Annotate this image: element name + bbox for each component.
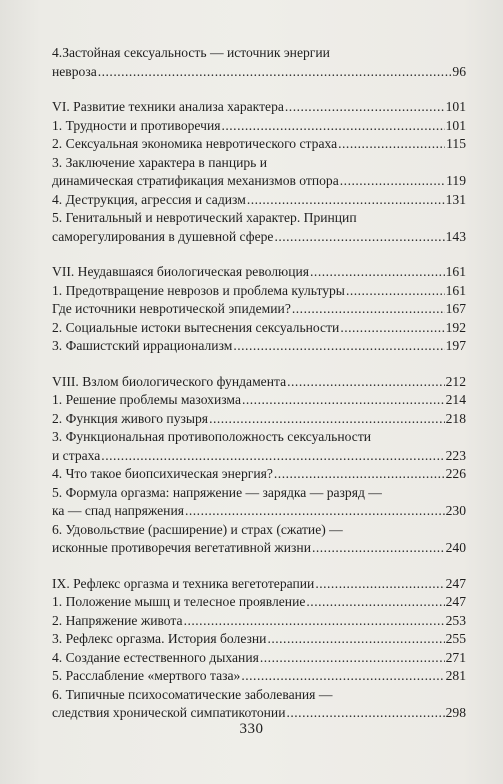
toc-entry-row: [52, 575, 466, 594]
toc-entry-row: [52, 593, 466, 612]
toc-entry-page: 101: [445, 117, 466, 133]
dot-leader: [292, 300, 445, 319]
toc-entry-page: 96: [452, 63, 466, 79]
toc-entry: [52, 428, 466, 465]
toc-entry-page: 230: [445, 503, 466, 518]
dot-leader: [233, 337, 444, 356]
toc-section: [52, 373, 466, 558]
toc-entry-title-line: 5. Формула оргазма: напряжение — зарядка — разряд —: [52, 484, 382, 500]
toc-entry-title: VI. Развитие техники анализа характера: [52, 99, 284, 114]
toc-entry-row: [52, 667, 466, 686]
toc-entry-page: 212: [445, 373, 466, 389]
toc-entry-page: 226: [445, 466, 466, 481]
toc-entry-title: ка — спад напряжения: [52, 503, 184, 518]
toc-entry-title: следствия хронической симпатикотонии: [52, 705, 286, 720]
dot-leader: [209, 410, 445, 429]
dot-leader: [315, 575, 444, 594]
dot-leader: [184, 612, 445, 631]
toc-entry: [52, 282, 466, 301]
dot-leader: [338, 135, 445, 154]
toc-entry-title: 1. Положение мышц и телесное проявление: [52, 594, 306, 609]
toc-section: [52, 263, 466, 356]
toc-entry: [52, 337, 466, 356]
toc-entry: [52, 630, 466, 649]
toc-entry-page: 143: [445, 228, 466, 244]
toc-entry-title: 2. Сексуальная экономика невротического страха: [52, 136, 338, 151]
toc-entry: [52, 44, 466, 81]
toc-section: [52, 98, 466, 246]
toc-entry: [52, 154, 466, 191]
toc-entry: [52, 263, 466, 282]
toc-entry-title: 5. Расслабление «мертвого таза»: [52, 668, 241, 683]
toc-section: [52, 44, 466, 81]
dot-leader: [340, 319, 444, 338]
toc-entry: [52, 410, 466, 429]
toc-entry-title: динамическая стратификация механизмов отпора: [52, 173, 339, 188]
toc-entry-page: 161: [445, 282, 466, 298]
toc-entry: [52, 300, 466, 319]
toc-entry: [52, 649, 466, 668]
toc-entry-row: [52, 117, 466, 136]
toc-entry: [52, 521, 466, 558]
toc-entry-title-line: 3. Заключение характера в панцирь и: [52, 154, 268, 170]
toc-entry-row: [52, 263, 466, 282]
toc-entry-page: 253: [445, 612, 466, 628]
toc-entry-row: [52, 391, 466, 410]
dot-leader: [242, 391, 445, 410]
toc-entry-page: 247: [445, 575, 466, 591]
toc-entry-title: 4. Деструкция, агрессия и садизм: [52, 191, 246, 207]
toc-entry-row: [52, 319, 466, 338]
dot-leader: [274, 228, 444, 247]
toc-entry: [52, 209, 466, 246]
toc-entry: [52, 391, 466, 410]
toc-entry-row: [52, 282, 466, 301]
toc-entry-page: 167: [445, 301, 466, 316]
toc-entry-page: 197: [445, 338, 466, 353]
toc-entry-row: [52, 502, 466, 521]
toc-entry-page: 101: [445, 99, 466, 114]
toc-entry-row: [52, 465, 466, 484]
toc-entry-row: [52, 704, 466, 723]
toc-entry-page: 223: [445, 447, 466, 463]
dot-leader: [340, 172, 445, 191]
toc-entry-row: [52, 612, 466, 631]
dot-leader: [98, 63, 452, 82]
toc-entry-title: невроза: [52, 63, 97, 79]
toc-entry-page: 240: [445, 540, 466, 555]
toc-entry-row: [52, 135, 466, 154]
toc-entry: [52, 191, 466, 210]
toc-entry-row: [52, 649, 466, 668]
toc-entry-title: Где источники невротической эпидемии?: [52, 301, 291, 316]
dot-leader: [101, 447, 444, 466]
dot-leader: [310, 263, 445, 282]
toc-entry-title: 1. Трудности и противоречия: [52, 117, 221, 133]
dot-leader: [306, 593, 444, 612]
toc-entry-row: [52, 63, 466, 82]
page-number: 330: [239, 721, 264, 737]
toc-entry-row: [52, 373, 466, 392]
toc-entry-row: [52, 300, 466, 319]
dot-leader: [260, 649, 445, 668]
toc-entry-page: 115: [446, 136, 466, 151]
toc-entry-row: [52, 172, 466, 191]
toc-entry: [52, 667, 466, 686]
toc-entry-title: IX. Рефлекс оргазма и техника вегетотерапии: [52, 575, 315, 591]
toc-entry-row: [52, 191, 466, 210]
toc-entry-title: 2. Функция живого пузыря: [52, 410, 209, 426]
toc-entry-page: 119: [446, 173, 466, 188]
toc-entry: [52, 465, 466, 484]
toc-entry: [52, 117, 466, 136]
dot-leader: [267, 630, 444, 649]
toc-entry-page: 214: [445, 392, 466, 407]
toc-entry-row: [52, 447, 466, 466]
dot-leader: [285, 98, 445, 117]
toc-entry-row: [52, 337, 466, 356]
dot-leader: [185, 502, 445, 521]
toc-entry-title-line: 4.Застойная сексуальность — источник энергии: [52, 45, 330, 60]
toc-entry-row: [52, 228, 466, 247]
toc-entry-title: 3. Фашистский иррационализм: [52, 338, 233, 353]
toc-entry: [52, 575, 466, 594]
dot-leader: [274, 465, 445, 484]
toc-entry-title: VIII. Взлом биологического фундамента: [52, 373, 287, 389]
toc-entry-title: 3. Рефлекс оргазма. История болезни: [52, 631, 267, 646]
toc-entry-title: и страха: [52, 447, 101, 463]
toc-entry-row: [52, 630, 466, 649]
toc-entry-page: 161: [445, 264, 466, 279]
toc-entry-title: исконные противоречия вегетативной жизни: [52, 540, 311, 555]
toc-entry-row: [52, 410, 466, 429]
toc-entry-title: 1. Предотвращение неврозов и проблема культуры: [52, 282, 345, 298]
toc-entry-page: 218: [445, 410, 466, 426]
dot-leader: [286, 704, 444, 723]
toc-entry-page: 131: [445, 191, 466, 207]
toc-section: [52, 575, 466, 723]
toc-entry-title: 2. Социальные истоки вытеснения сексуальности: [52, 319, 340, 335]
toc-entry-page: 298: [445, 705, 466, 720]
toc-entry-title: 4. Что такое биопсихическая энергия?: [52, 466, 273, 481]
toc-entry-title-line: 3. Функциональная противоположность сексуальности: [52, 429, 372, 444]
toc-entry-page: 281: [445, 668, 466, 683]
dot-leader: [287, 373, 444, 392]
toc-entry: [52, 593, 466, 612]
toc-entry: [52, 319, 466, 338]
toc-entry: [52, 98, 466, 117]
toc-entry: [52, 612, 466, 631]
toc-entry-page: 255: [445, 631, 466, 646]
toc-entry-title: саморегулирования в душевной сфере: [52, 228, 274, 244]
dot-leader: [241, 667, 444, 686]
dot-leader: [247, 191, 445, 210]
toc-entry-row: [52, 98, 466, 117]
dot-leader: [221, 117, 444, 136]
toc-entry-page: 247: [445, 594, 466, 609]
toc-entry-title: 4. Создание естественного дыхания: [52, 649, 259, 665]
toc-entry-row: [52, 539, 466, 558]
toc-entry-title-line: 5. Генитальный и невротический характер. Принцип: [52, 210, 357, 225]
toc-entry: [52, 484, 466, 521]
toc-entry-title-line: 6. Удовольствие (расширение) и страх (сжатие) —: [52, 521, 343, 537]
toc-entry-title: VII. Неудавшаяся биологическая революция: [52, 264, 310, 279]
toc-entry-title-line: 6. Типичные психосоматические заболевания —: [52, 686, 333, 702]
toc-entry: [52, 686, 466, 723]
toc-entry: [52, 373, 466, 392]
table-of-contents: [52, 44, 466, 723]
toc-entry-title: 1. Решение проблемы мазохизма: [52, 392, 241, 407]
toc-entry-page: 192: [445, 319, 466, 335]
toc-entry-title: 2. Напряжение живота: [52, 612, 183, 628]
dot-leader: [312, 539, 445, 558]
dot-leader: [346, 282, 445, 301]
toc-entry: [52, 135, 466, 154]
toc-entry-page: 271: [445, 649, 466, 665]
